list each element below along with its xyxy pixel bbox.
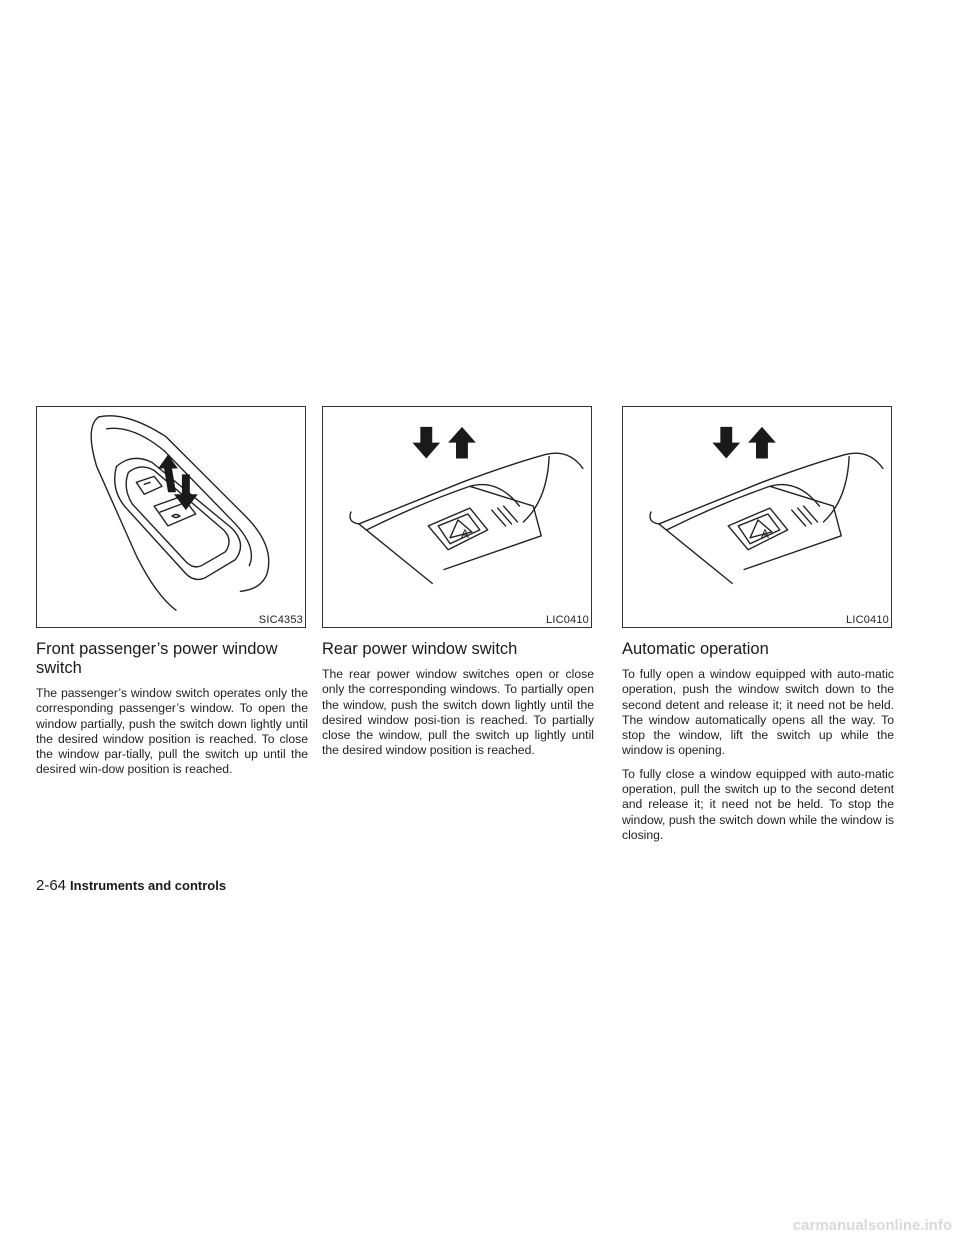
rear-window-switch-illustration	[323, 407, 591, 627]
automatic-switch-illustration	[623, 407, 891, 627]
section-heading: Front passenger’s power window switch	[36, 640, 278, 677]
figure-rear-window-switch	[322, 406, 592, 628]
svg-text:A: A	[460, 526, 469, 541]
figure-code: LIC0410	[846, 614, 889, 626]
section-heading: Rear power window switch	[322, 640, 518, 658]
page-number: 2-64	[36, 877, 67, 894]
section-paragraph: The rear power window switches open or close only the corresponding windows. To partially open the window, push the switch down lightly until the desired window posi-tion is reached. To partially close the window, pull the switch up lightly until the desired window position is reached.	[322, 667, 594, 758]
figure-front-passenger-switch	[36, 406, 306, 628]
footer-section-title: Instruments and controls	[70, 878, 227, 893]
watermark: carmanualsonline.info	[792, 1217, 952, 1234]
front-passenger-switch-illustration	[37, 407, 305, 627]
page-footer	[36, 877, 226, 894]
figure-code: LIC0410	[546, 614, 589, 626]
figure-code: SIC4353	[258, 614, 303, 626]
figure-automatic-operation-switch	[622, 406, 892, 628]
section-paragraph: To fully open a window equipped with auto-matic operation, push the window switch down to the second detent and release it; it need not be held. The window automatically opens all the way. To stop the window, lift the switch up while the window is opening.	[622, 667, 894, 758]
svg-text:A: A	[760, 526, 769, 541]
section-automatic-operation	[622, 406, 894, 851]
section-heading: Automatic operation	[622, 640, 769, 658]
section-paragraph: To fully close a window equipped with auto-matic operation, pull the switch up to the second detent and release it; it need not be held. To stop the window, push the switch down while the window is closing.	[622, 766, 894, 842]
section-rear-window	[322, 406, 594, 767]
section-paragraph: The passenger’s window switch operates only the corresponding passenger’s window. To open the window partially, push the switch down lightly until the desired window position is reached. To close the window par-tially, pull the switch up until the desired win-dow position is reached.	[36, 686, 308, 777]
section-front-passenger	[36, 406, 308, 786]
